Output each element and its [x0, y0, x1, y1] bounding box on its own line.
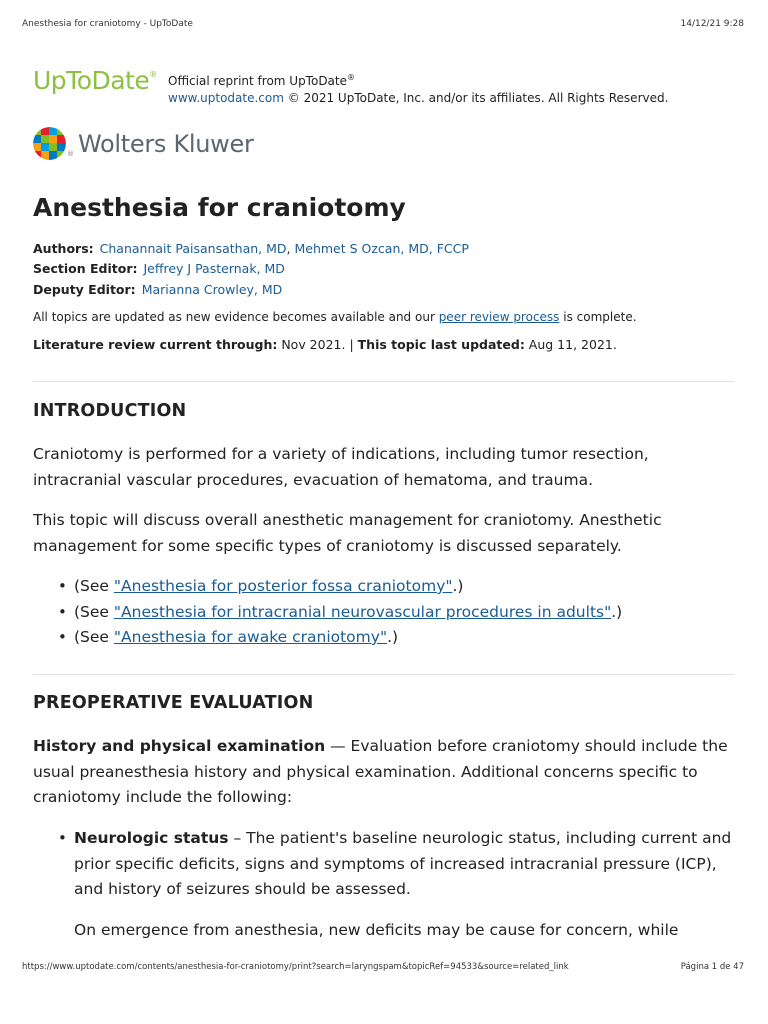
- reprint-line: Official reprint from UpToDate: [168, 74, 347, 88]
- deputy-editor-link[interactable]: Marianna Crowley, MD: [141, 282, 283, 297]
- update-note-text: All topics are updated as new evidence becomes available and our: [33, 310, 439, 324]
- reprint-notice: [168, 69, 668, 107]
- link-intracranial-neurovascular[interactable]: "Anesthesia for intracranial neurovascular procedures in adults": [113, 602, 612, 621]
- list-item: [33, 600, 733, 626]
- see-prefix: (See: [74, 628, 114, 646]
- emergence-para: On emergence from anesthesia, new deficits may be cause for concern, while: [74, 921, 679, 939]
- author-link-2[interactable]: Mehmet S Ozcan, MD, FCCP: [294, 241, 469, 256]
- copyright-text: © 2021 UpToDate, Inc. and/or its affiliates. All Rights Reserved.: [283, 91, 669, 105]
- introduction-heading: INTRODUCTION: [33, 401, 187, 421]
- print-footer-page-number: Página 1 de 47: [680, 962, 744, 972]
- history-physical-text: — Evaluation before craniotomy should include the usual preanesthesia history and physical examination. Additional concerns specific to craniotomy include the following:: [33, 737, 728, 806]
- see-suffix: .): [611, 602, 623, 621]
- authors-row: [33, 239, 469, 259]
- divider: [33, 674, 734, 675]
- list-item: [33, 574, 733, 600]
- see-prefix: (See: [74, 577, 114, 595]
- peer-review-link[interactable]: peer review process: [438, 310, 560, 324]
- neurologic-status-label: Neurologic status: [74, 829, 229, 847]
- wolters-kluwer-logo: [33, 127, 254, 160]
- uptodate-logo-text: UpToDate: [33, 66, 150, 95]
- lit-review-value: Nov 2021. |: [277, 337, 358, 352]
- wolters-kluwer-name: Wolters Kluwer: [78, 129, 254, 158]
- author-separator: ,: [286, 241, 295, 256]
- see-suffix: .): [387, 628, 399, 646]
- page-title: Anesthesia for craniotomy: [33, 193, 406, 222]
- list-item: [33, 826, 733, 903]
- preop-concerns-list: [33, 826, 733, 903]
- section-editor-row: [33, 259, 285, 279]
- section-editor-link[interactable]: Jeffrey J Pasternak, MD: [143, 261, 285, 276]
- update-note: [33, 310, 637, 324]
- print-header-datetime: 14/12/21 9:28: [680, 19, 744, 29]
- wolters-kluwer-reg: ®: [67, 150, 74, 158]
- uptodate-logo-reg: ®: [149, 70, 157, 79]
- last-updated-label: This topic last updated:: [357, 337, 525, 352]
- update-note-tail: is complete.: [559, 310, 637, 324]
- uptodate-logo[interactable]: [33, 66, 157, 95]
- list-item: [33, 625, 733, 651]
- author-link-1[interactable]: Chanannait Paisansathan, MD: [99, 241, 287, 256]
- link-posterior-fossa-craniotomy[interactable]: "Anesthesia for posterior fossa craniotomy": [113, 577, 453, 595]
- wolters-kluwer-globe-icon: [33, 127, 66, 160]
- link-awake-craniotomy[interactable]: "Anesthesia for awake craniotomy": [113, 628, 388, 646]
- introduction-para-1: Craniotomy is performed for a variety of indications, including tumor resection, intracranial vascular procedures, evacuation of hematoma, and trauma.: [33, 445, 649, 489]
- literature-review-line: [33, 337, 617, 352]
- deputy-editor-label: Deputy Editor:: [33, 282, 136, 297]
- see-suffix: .): [452, 577, 464, 595]
- preoperative-heading: PREOPERATIVE EVALUATION: [33, 693, 314, 713]
- print-header-title: Anesthesia for craniotomy - UpToDate: [22, 19, 193, 29]
- introduction-para-2: This topic will discuss overall anesthetic management for craniotomy. Anesthetic management for some specific types of craniotomy is discussed separately.: [33, 511, 662, 555]
- divider: [33, 381, 734, 382]
- neurologic-status-text: – The patient's baseline neurologic status, including current and prior specific deficits, signs and symptoms of increased intracranial pressure (ICP), and history of seizures should be assessed.: [74, 829, 732, 898]
- uptodate-site-link[interactable]: www.uptodate.com: [168, 91, 284, 105]
- history-physical-label: History and physical examination: [33, 737, 326, 755]
- print-footer-url: https://www.uptodate.com/contents/anesthesia-for-craniotomy/print?search=laryngspam&topicRef=94533&source=related_link: [22, 962, 569, 972]
- last-updated-value: Aug 11, 2021.: [524, 337, 617, 352]
- section-editor-label: Section Editor:: [33, 261, 138, 276]
- deputy-editor-row: [33, 280, 282, 300]
- reprint-reg: ®: [347, 73, 355, 82]
- authors-label: Authors:: [33, 241, 94, 256]
- see-prefix: (See: [74, 602, 114, 621]
- history-physical-para: [33, 734, 733, 811]
- lit-review-label: Literature review current through:: [33, 337, 278, 352]
- see-also-list: [33, 574, 733, 651]
